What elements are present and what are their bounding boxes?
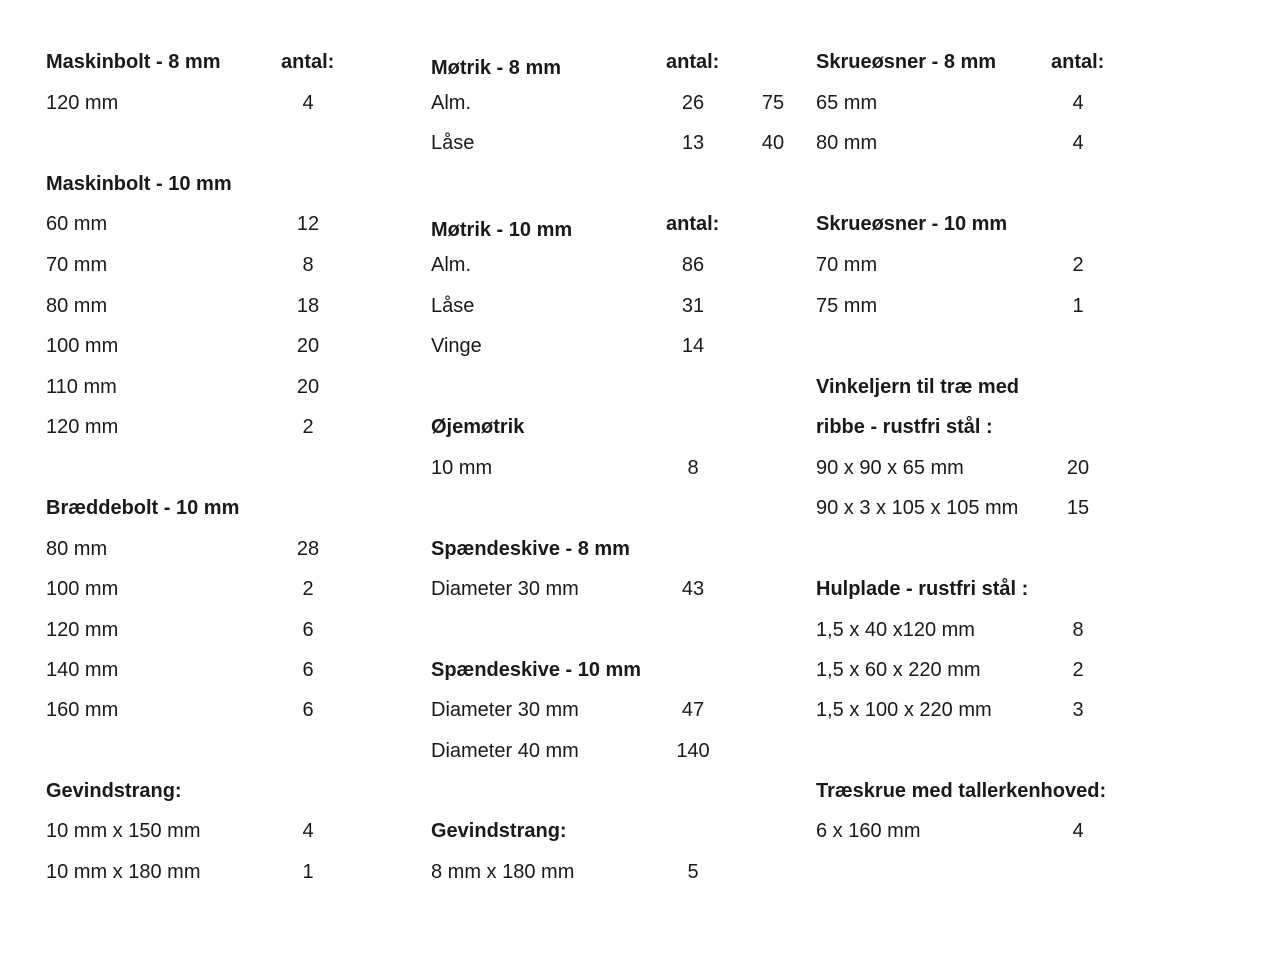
row-label: 10 mm x 150 mm [46,820,201,842]
row-qty: 140 [676,740,710,762]
row-label: 120 mm [46,619,119,641]
row-label: Diameter 30 mm [431,699,579,721]
row-qty: 20 [296,335,320,357]
row-qty: 4 [1072,132,1084,154]
row-qty: 4 [1072,92,1084,114]
row-label: 60 mm [46,213,108,235]
row-qty: 31 [681,295,705,317]
row-qty: 2 [302,416,314,438]
section-title-vinkeljern-line2: ribbe - rustfri stål : [816,416,993,438]
row-label: Alm. [431,254,471,276]
row-label: 90 x 90 x 65 mm [816,457,964,479]
row-qty: 43 [681,578,705,600]
row-label: 6 x 160 mm [816,820,921,842]
row-label: 120 mm [46,416,119,438]
row-label: Alm. [431,92,471,114]
row-extra-qty: 40 [761,132,785,154]
row-qty: 8 [687,457,699,479]
section-title-maskinbolt-8: Maskinbolt - 8 mm [46,51,221,73]
section-title-gevindstrang: Gevindstrang: [46,780,182,802]
row-qty: 6 [302,619,314,641]
row-qty: 3 [1072,699,1084,721]
section-title-skrueosner-8: Skrueøsner - 8 mm [816,51,997,73]
row-qty: 13 [681,132,705,154]
row-qty: 86 [681,254,705,276]
row-qty: 6 [302,659,314,681]
row-qty: 4 [1072,820,1084,842]
row-label: 80 mm [46,538,108,560]
row-qty: 8 [1072,619,1084,641]
row-qty: 2 [1072,254,1084,276]
antal-header: antal: [666,51,720,73]
row-label: 1,5 x 40 x120 mm [816,619,975,641]
row-label: Låse [431,132,475,154]
section-title-traeskrue: Træskrue med tallerkenhoved: [816,780,1107,802]
row-label: 110 mm [46,376,117,398]
row-qty: 5 [687,861,699,883]
row-label: 100 mm [46,335,119,357]
row-label: Diameter 40 mm [431,740,579,762]
section-title-hulplade: Hulplade - rustfri stål : [816,578,1029,600]
antal-header: antal: [281,51,335,73]
row-qty: 47 [681,699,705,721]
row-qty: 6 [302,699,314,721]
row-label: 80 mm [816,132,878,154]
row-label: 1,5 x 60 x 220 mm [816,659,981,681]
row-label: 70 mm [816,254,878,276]
row-label: Vinge [431,335,482,357]
row-qty: 4 [302,92,314,114]
antal-header: antal: [1051,51,1105,73]
section-title-vinkeljern: Vinkeljern til træ med [816,376,1020,398]
row-label: 140 mm [46,659,119,681]
row-label: 75 mm [816,295,878,317]
row-label: 10 mm x 180 mm [46,861,201,883]
row-label: 1,5 x 100 x 220 mm [816,699,992,721]
row-qty: 28 [296,538,320,560]
section-title-ojemotrik: Øjemøtrik [431,416,525,438]
row-label: 80 mm [46,295,108,317]
section-title-braeddebolt: Bræddebolt - 10 mm [46,497,240,519]
row-label: 10 mm [431,457,493,479]
section-title-gevindstrang: Gevindstrang: [431,820,567,842]
section-title-motrik-10: Møtrik - 10 mm [431,219,573,241]
row-qty: 20 [1066,457,1090,479]
row-qty: 4 [302,820,314,842]
section-title-spaendeskive-10: Spændeskive - 10 mm [431,659,642,681]
section-title-maskinbolt-10: Maskinbolt - 10 mm [46,173,232,195]
row-qty: 26 [681,92,705,114]
row-qty: 14 [681,335,705,357]
row-qty: 18 [296,295,320,317]
row-label: Låse [431,295,475,317]
row-label: Diameter 30 mm [431,578,579,600]
row-qty: 20 [296,376,320,398]
row-label: 70 mm [46,254,108,276]
row-label: 100 mm [46,578,119,600]
row-qty: 1 [302,861,314,883]
row-label: 65 mm [816,92,878,114]
row-qty: 2 [302,578,314,600]
row-qty: 15 [1066,497,1090,519]
row-label: 90 x 3 x 105 x 105 mm [816,497,1019,519]
row-label: 160 mm [46,699,119,721]
row-qty: 2 [1072,659,1084,681]
row-qty: 8 [302,254,314,276]
section-title-skrueosner-10: Skrueøsner - 10 mm [816,213,1008,235]
row-label: 8 mm x 180 mm [431,861,575,883]
row-extra-qty: 75 [761,92,785,114]
row-label: 120 mm [46,92,119,114]
antal-header: antal: [666,213,720,235]
row-qty: 12 [296,213,320,235]
section-title-motrik-8: Møtrik - 8 mm [431,57,562,79]
row-qty: 1 [1072,295,1084,317]
section-title-spaendeskive-8: Spændeskive - 8 mm [431,538,630,560]
